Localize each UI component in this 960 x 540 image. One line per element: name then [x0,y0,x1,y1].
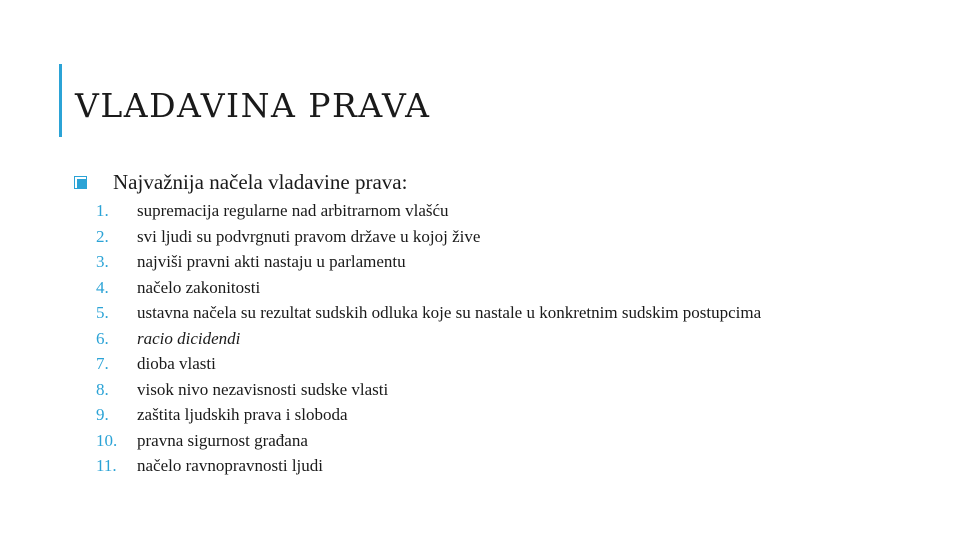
list-item [96,198,761,224]
list-item [96,300,761,326]
list-item [96,351,761,377]
list-item-number: 8. [96,379,109,399]
list-item-text: zaštita ljudskih prava i sloboda [137,405,348,424]
list-item-text: visok nivo nezavisnosti sudske vlasti [137,379,389,399]
list-item-number: 11. [96,456,117,475]
list-item [96,326,761,352]
list-item-text: dioba vlasti [137,354,216,373]
list-item-text: načelo ravnopravnosti ljudi [137,456,324,475]
list-item-number: 2. [96,226,109,246]
list-item-text: svi ljudi su podvrgnuti pravom države u kojoj žive [137,226,481,246]
list-item-number: 1. [96,201,109,220]
list-item [96,224,761,250]
list-item [96,275,761,301]
list-item-text: ustavna načela su rezultat sudskih odluka koje su nastale u konkretnim sudskim postupcima [137,303,762,322]
list-item-text: racio dicidendi [137,328,241,348]
list-item-text: pravna sigurnost građana [137,430,308,450]
bullet-heading [74,170,407,195]
bullet-heading-text: Najvažnija načela vladavine prava: [113,170,408,194]
list-item [96,377,761,403]
list-item-text: najviši pravni akti nastaju u parlamentu [137,252,406,271]
list-item-number: 7. [96,354,109,373]
list-item [96,453,761,479]
list-item [96,249,761,275]
list-item [96,402,761,428]
title-accent-bar [59,64,62,137]
principles-list [96,198,761,479]
slide-title: VLADAVINA PRAVA [75,86,431,125]
list-item-number: 4. [96,277,109,297]
list-item-number: 10. [96,430,118,450]
list-item-number: 6. [96,328,109,348]
list-item-number: 9. [96,405,109,424]
list-item-number: 3. [96,252,109,271]
square-bullet-icon [74,176,87,189]
list-item [96,428,761,454]
list-item-number: 5. [96,303,109,322]
list-item-text: načelo zakonitosti [137,277,261,297]
list-item-text: supremacija regularne nad arbitrarnom vlašću [137,201,449,220]
